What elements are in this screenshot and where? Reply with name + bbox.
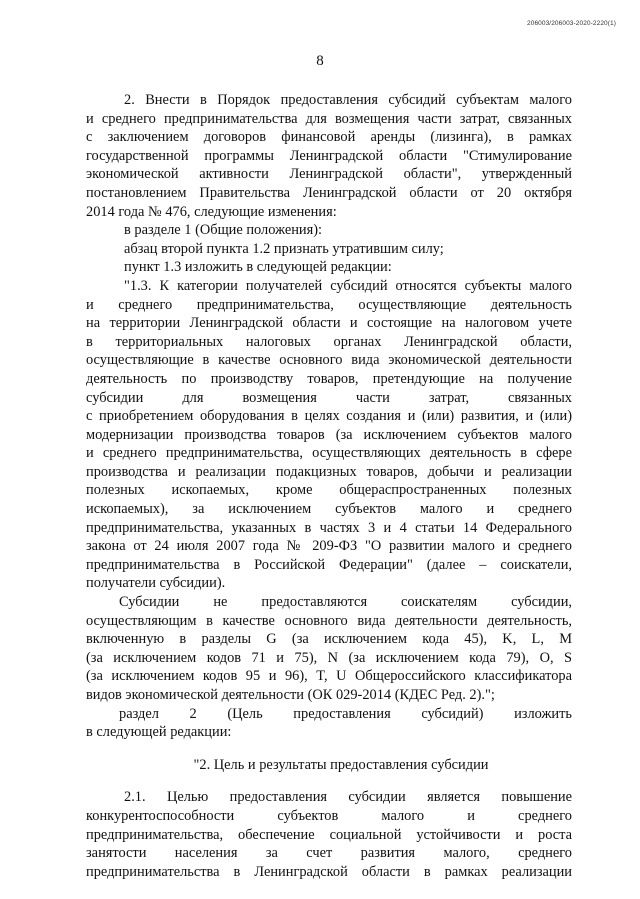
text-line: деятельность по производству товаров, претендующие на получение: [86, 370, 572, 387]
text-line: и среднего предпринимательства, осуществляющих деятельность в сфере: [86, 445, 572, 462]
text-line: видов экономической деятельности (ОК 029-2014 (КДЕС Ред. 2).";: [86, 687, 495, 703]
text-line: с приобретением оборудования в целях создания и (или) развития, и (или): [86, 408, 572, 425]
text-line: предпринимательства, указанных в частях 3 и 4 статьи 14 Федерального: [86, 519, 572, 536]
subsidy-exclusion: [86, 593, 572, 705]
spacer: [86, 742, 572, 756]
change-section-1: в разделе 1 (Общие положения):: [124, 222, 323, 239]
text-line: закона от 24 июля 2007 года № 209-ФЗ "О развитии малого и среднего: [86, 538, 572, 555]
text-line: осуществляющим в качестве основного вида деятельности деятельность,: [86, 612, 572, 629]
text-line: 2014 года № 476, следующие изменения:: [86, 203, 337, 220]
text-line: ископаемых), за исключением субъектов малого и среднего: [86, 501, 572, 518]
text-line: и среднего предпринимательства для возмещения части затрат, связанных: [86, 110, 572, 127]
text-line: осуществляющие в качестве основного вида экономической деятельности: [86, 352, 572, 369]
text-line: в территориальных налоговых органах Ленинградской области,: [86, 333, 572, 350]
text-line: полезных ископаемых, кроме общераспространенных полезных: [86, 482, 572, 499]
paragraph-2: [86, 91, 572, 221]
spacer: [86, 774, 572, 788]
text-line: в следующей редакции:: [86, 724, 232, 741]
text-line: субсидии для возмещения части затрат, связанных: [86, 389, 572, 406]
text-line: (за исключением кодов 71 и 75), N (за исключением кода 79), O, S: [86, 649, 572, 666]
section-2-change: [86, 705, 572, 742]
text-line: Субсидии не предоставляются соискателям субсидии,: [119, 594, 572, 611]
text-line: производства и реализации подакцизных товаров, добычи и реализации: [86, 463, 572, 480]
text-line: конкурентоспособности субъектов малого и среднего: [86, 807, 572, 824]
text-line: 2.1. Целью предоставления субсидии является повышение: [124, 789, 572, 806]
text-line: "1.3. К категории получателей субсидий относятся субъекты малого: [124, 277, 572, 294]
text-line: включенную в разделы G (за исключением кода 45), K, L, M: [86, 631, 572, 648]
quote-1-3: [86, 277, 572, 593]
item-2-1: [86, 788, 572, 881]
text-line: предпринимательства, обеспечение социальной устойчивости и роста: [86, 826, 572, 843]
page-number: 8: [316, 53, 324, 69]
text-line: (за исключением кодов 95 и 96), T, U Общероссийского классификатора: [86, 668, 572, 685]
document-body: [86, 91, 572, 881]
text-line: на территории Ленинградской области и состоящие на налоговом учете: [86, 315, 572, 332]
text-line: предпринимательства в Российской Федерации" (далее – соискатели,: [86, 556, 572, 573]
text-line: и среднего предпринимательства, осуществляющие деятельность: [86, 296, 572, 313]
text-line: модернизации производства товаров (за исключением субъектов малого: [86, 426, 572, 443]
section-2-heading: "2. Цель и результаты предоставления субсидии: [193, 756, 489, 773]
text-line: предпринимательства в Ленинградской области в рамках реализации: [86, 863, 572, 880]
text-line: государственной программы Ленинградской области "Стимулирование: [86, 147, 572, 164]
text-line: раздел 2 (Цель предоставления субсидий) изложить: [119, 705, 572, 722]
text-line: 2. Внести в Порядок предоставления субсидий субъектам малого: [124, 92, 572, 108]
text-line: экономической активности Ленинградской области", утвержденный: [86, 166, 572, 183]
text-line: получатели субсидии).: [86, 575, 226, 592]
text-line: занятости населения за счет развития малого, среднего: [86, 845, 572, 862]
text-line: с заключением договоров финансовой аренды (лизинга), в рамках: [86, 129, 572, 146]
text-line: постановлением Правительства Ленинградской области от 20 октября: [86, 184, 572, 201]
change-item-1-3: пункт 1.3 изложить в следующей редакции:: [124, 259, 392, 276]
change-item-1-2: абзац второй пункта 1.2 признать утратившим силу;: [124, 240, 444, 257]
document-code: 206003/206003-2020-2220(1): [527, 20, 616, 27]
change-list: [86, 221, 572, 277]
